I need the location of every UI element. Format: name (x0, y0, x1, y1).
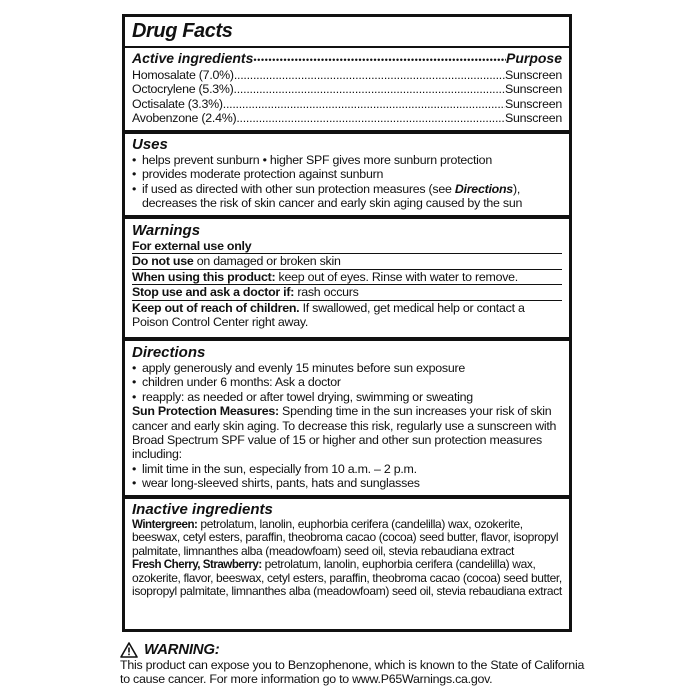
ingredient-name: Avobenzone (2.4%) (132, 111, 237, 126)
directions-item: children under 6 months: Ask a doctor (142, 375, 341, 390)
inactive-fresh-cherry-strawberry: Fresh Cherry, Strawberry: petrolatum, lanolin, euphorbia cerifera (candelilla) wax, ozokerite, flavor, beeswax, cetyl esters, paraffin, theobroma cacao (cocoa) seed butter, isopropyl palmitate, limnanthes alba (meadowfoam) seed oil, stevia rebaudiana extract (132, 557, 562, 599)
inactive-ingredients-section (125, 501, 569, 598)
prop65-warning (120, 641, 590, 686)
bullet-icon: • (132, 181, 137, 196)
purpose-heading: Purpose (505, 50, 562, 66)
list-item (132, 462, 562, 476)
uses-item: if used as directed with other sun protection measures (see Directions), decreases the risk of skin cancer and early skin aging caused by the sun (142, 181, 523, 211)
warnings-section (125, 222, 569, 329)
stop-use-line: Stop use and ask a doctor if: rash occurs (132, 285, 562, 300)
list-item (132, 375, 562, 389)
bullet-icon: • (132, 461, 137, 476)
bullet-icon: • (132, 153, 137, 167)
title-rule (125, 46, 569, 48)
directions-item: wear long-sleeved shirts, pants, hats and sunglasses (142, 476, 420, 491)
ingredient-purpose: Sunscreen (505, 82, 562, 97)
bullet-icon: • (132, 476, 137, 491)
when-using-line: When using this product: keep out of eyes. Rinse with water to remove. (132, 270, 562, 285)
list-item (132, 390, 562, 404)
section-divider (125, 495, 569, 499)
dot-leader (253, 50, 506, 68)
directions-heading: Directions (132, 344, 206, 361)
section-divider (125, 337, 569, 341)
ingredient-purpose: Sunscreen (505, 96, 562, 111)
directions-item: limit time in the sun, especially from 10 a.m. – 2 p.m. (142, 461, 417, 476)
do-not-use-line: Do not use on damaged or broken skin (132, 254, 562, 269)
uses-item: higher SPF gives more sunburn protection (269, 153, 492, 167)
section-divider (125, 130, 569, 134)
bullet-icon: • (132, 361, 137, 375)
keep-out-of-reach-line: Keep out of reach of children. If swallowed, get medical help or contact a Poison Control Center right away. (132, 300, 525, 330)
active-ingredients-heading: Active ingredients (132, 50, 254, 66)
section-divider (125, 215, 569, 219)
dot-leader (234, 82, 505, 96)
warnings-heading: Warnings (132, 222, 201, 239)
dot-leader (234, 68, 505, 82)
list-item: • helps prevent sunburn • higher SPF gives more sunburn protection (132, 153, 492, 167)
drug-facts-header (125, 19, 569, 43)
ingredient-purpose: Sunscreen (505, 111, 562, 126)
ingredient-name: Homosalate (7.0%) (132, 68, 234, 82)
active-ingredient-row (132, 97, 562, 111)
uses-heading: Uses (132, 136, 168, 153)
directions-reference: Directions (454, 181, 513, 196)
active-ingredients-heading-row (132, 50, 562, 68)
warning-triangle-icon (120, 642, 138, 658)
list-item (132, 361, 562, 375)
ingredient-name: Octocrylene (5.3%) (132, 82, 234, 97)
uses-section (125, 136, 569, 211)
directions-section (125, 344, 569, 491)
bullet-icon: • (132, 167, 137, 182)
list-item (132, 167, 562, 181)
ingredient-purpose: Sunscreen (505, 68, 562, 82)
dot-leader (223, 97, 505, 111)
active-ingredient-row (132, 82, 562, 96)
uses-item: provides moderate protection against sunburn (142, 167, 384, 182)
drug-facts-title: Drug Facts (132, 20, 233, 42)
uses-item: helps prevent sunburn (142, 153, 260, 167)
directions-item: reapply: as needed or after towel drying, swimming or sweating (142, 389, 473, 404)
active-ingredient-row (132, 68, 562, 82)
prop65-title-row (120, 641, 590, 658)
inactive-ingredients-heading: Inactive ingredients (132, 501, 273, 518)
drug-facts-panel (122, 14, 572, 632)
bullet-icon: • (132, 375, 137, 390)
prop65-title: WARNING: (144, 641, 220, 658)
ingredient-name: Octisalate (3.3%) (132, 96, 223, 111)
list-item (132, 182, 562, 211)
sun-protection-measures: Sun Protection Measures: Spending time in the sun increases your risk of skin cancer and early skin aging. To decrease this risk, regularly use a sunscreen with Broad Spectrum SPF value of 15 or higher and other sun protection measures including: (132, 404, 557, 462)
bullet-icon: • (132, 389, 137, 404)
inactive-wintergreen: Wintergreen: petrolatum, lanolin, euphorbia cerifera (candelilla) wax, ozokerite, beeswax, cetyl esters, paraffin, theobroma cacao (cocoa) seed butter, flavor, isopropyl palmitate, limnanthes alba (meadowfoam) seed oil, stevia rebaudiana extract (132, 517, 559, 558)
active-ingredients-section (125, 50, 569, 126)
prop65-text: This product can expose you to Benzophenone, which is known to the State of California to cause cancer. For more information go to www.P65Warnings.ca.gov. (120, 658, 585, 686)
active-ingredient-row (132, 111, 562, 125)
list-item (132, 476, 562, 490)
external-use-line: For external use only (132, 239, 562, 254)
directions-item: apply generously and evenly 15 minutes before sun exposure (142, 361, 466, 375)
dot-leader (236, 111, 505, 125)
